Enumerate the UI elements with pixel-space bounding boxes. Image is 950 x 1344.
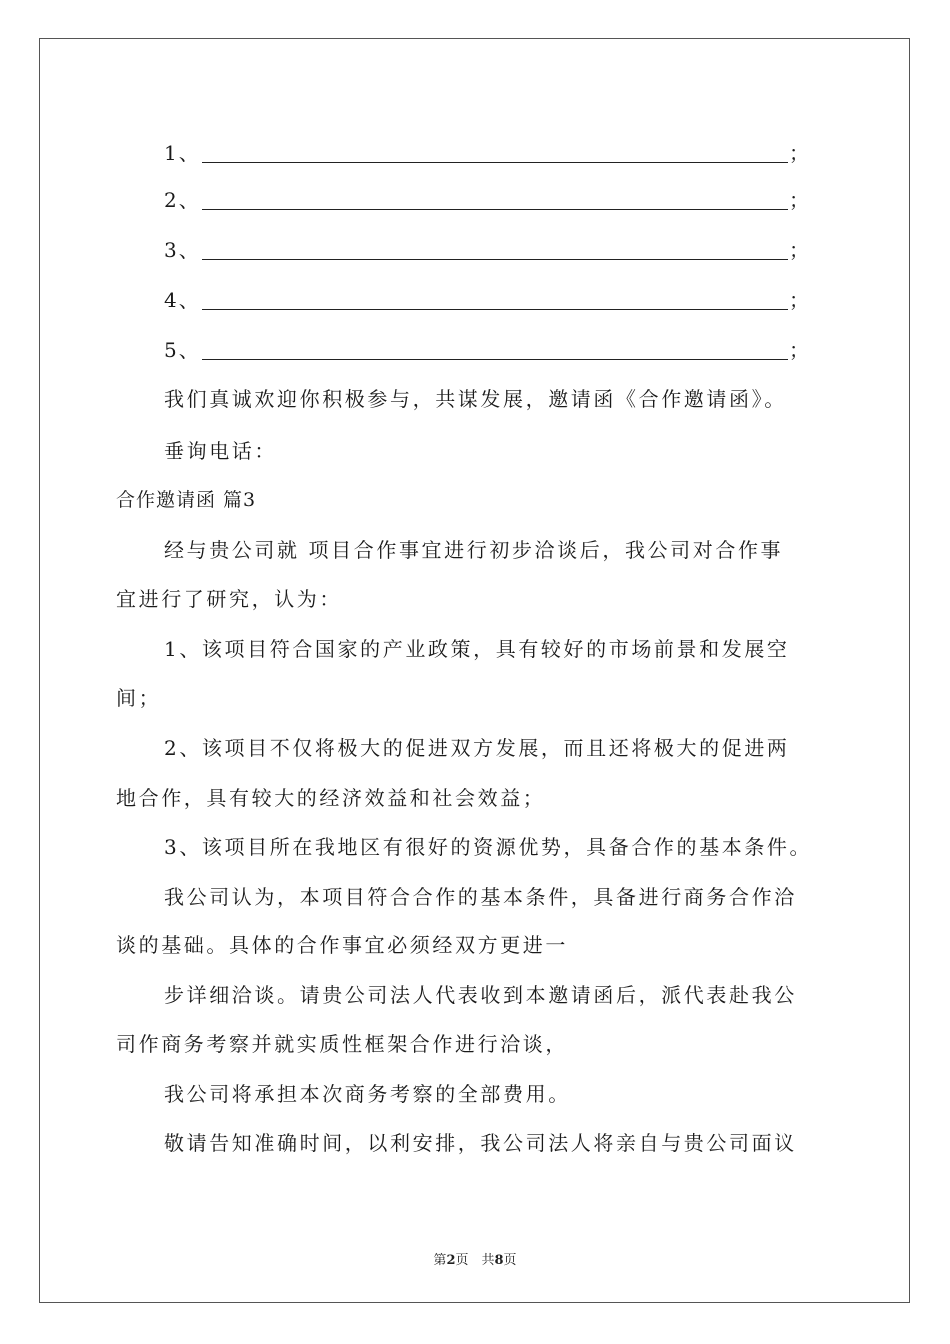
- paragraph-line: 经与贵公司就 项目合作事宜进行初步洽谈后，我公司对合作事: [164, 538, 784, 562]
- blank-line: [202, 162, 788, 163]
- blank-number: 1、: [164, 141, 201, 165]
- page-footer: [0, 1249, 950, 1268]
- list-item-line: 2、该项目不仅将极大的促进双方发展，而且还将极大的促进两: [164, 736, 790, 760]
- paragraph-line: 步详细洽谈。请贵公司法人代表收到本邀请函后，派代表赴我公: [164, 983, 797, 1007]
- blank-number: 2、: [164, 188, 201, 212]
- blank-number: 4、: [164, 288, 201, 312]
- page-frame: [39, 38, 910, 1303]
- footer-suffix: 页: [503, 1253, 517, 1268]
- paragraph-line: 我公司认为，本项目符合合作的基本条件，具备进行商务合作洽: [164, 885, 797, 909]
- blank-number: 5、: [164, 338, 201, 362]
- section-title: 合作邀请函 篇3: [116, 489, 257, 511]
- list-item-line: 地合作，具有较大的经济效益和社会效益；: [116, 786, 546, 810]
- paragraph-line: 司作商务考察并就实质性框架合作进行洽谈，: [116, 1032, 568, 1056]
- blank-line: [202, 359, 788, 360]
- blank-semicolon: ；: [789, 188, 809, 212]
- paragraph-line: 宜进行了研究，认为：: [116, 587, 342, 611]
- blank-semicolon: ；: [789, 288, 809, 312]
- footer-mid: 页 共: [455, 1253, 495, 1268]
- blank-line: [202, 209, 788, 210]
- welcome-text: 我们真诚欢迎你积极参与，共谋发展，邀请函《合作邀请函》。: [164, 387, 787, 411]
- paragraph-line: 敬请告知准确时间，以利安排，我公司法人将亲自与贵公司面议: [164, 1131, 797, 1155]
- blank-line: [202, 309, 788, 310]
- paragraph-line: 我公司将承担本次商务考察的全部费用。: [164, 1082, 571, 1106]
- phone-label: 垂询电话：: [164, 439, 277, 463]
- list-item-line: 3、该项目所在我地区有很好的资源优势，具备合作的基本条件。: [164, 835, 813, 859]
- current-page-number: 2: [446, 1253, 456, 1268]
- list-item-line: 1、该项目符合国家的产业政策，具有较好的市场前景和发展空: [164, 637, 790, 661]
- footer-prefix: 第: [433, 1253, 447, 1268]
- list-item-line: 间；: [116, 686, 162, 710]
- paragraph-line: 谈的基础。具体的合作事宜必须经双方更进一: [116, 933, 568, 957]
- blank-semicolon: ；: [789, 238, 809, 262]
- blank-semicolon: ；: [789, 338, 809, 362]
- blank-semicolon: ；: [789, 141, 809, 165]
- blank-line: [202, 259, 788, 260]
- blank-number: 3、: [164, 238, 201, 262]
- total-pages-number: 8: [494, 1253, 504, 1268]
